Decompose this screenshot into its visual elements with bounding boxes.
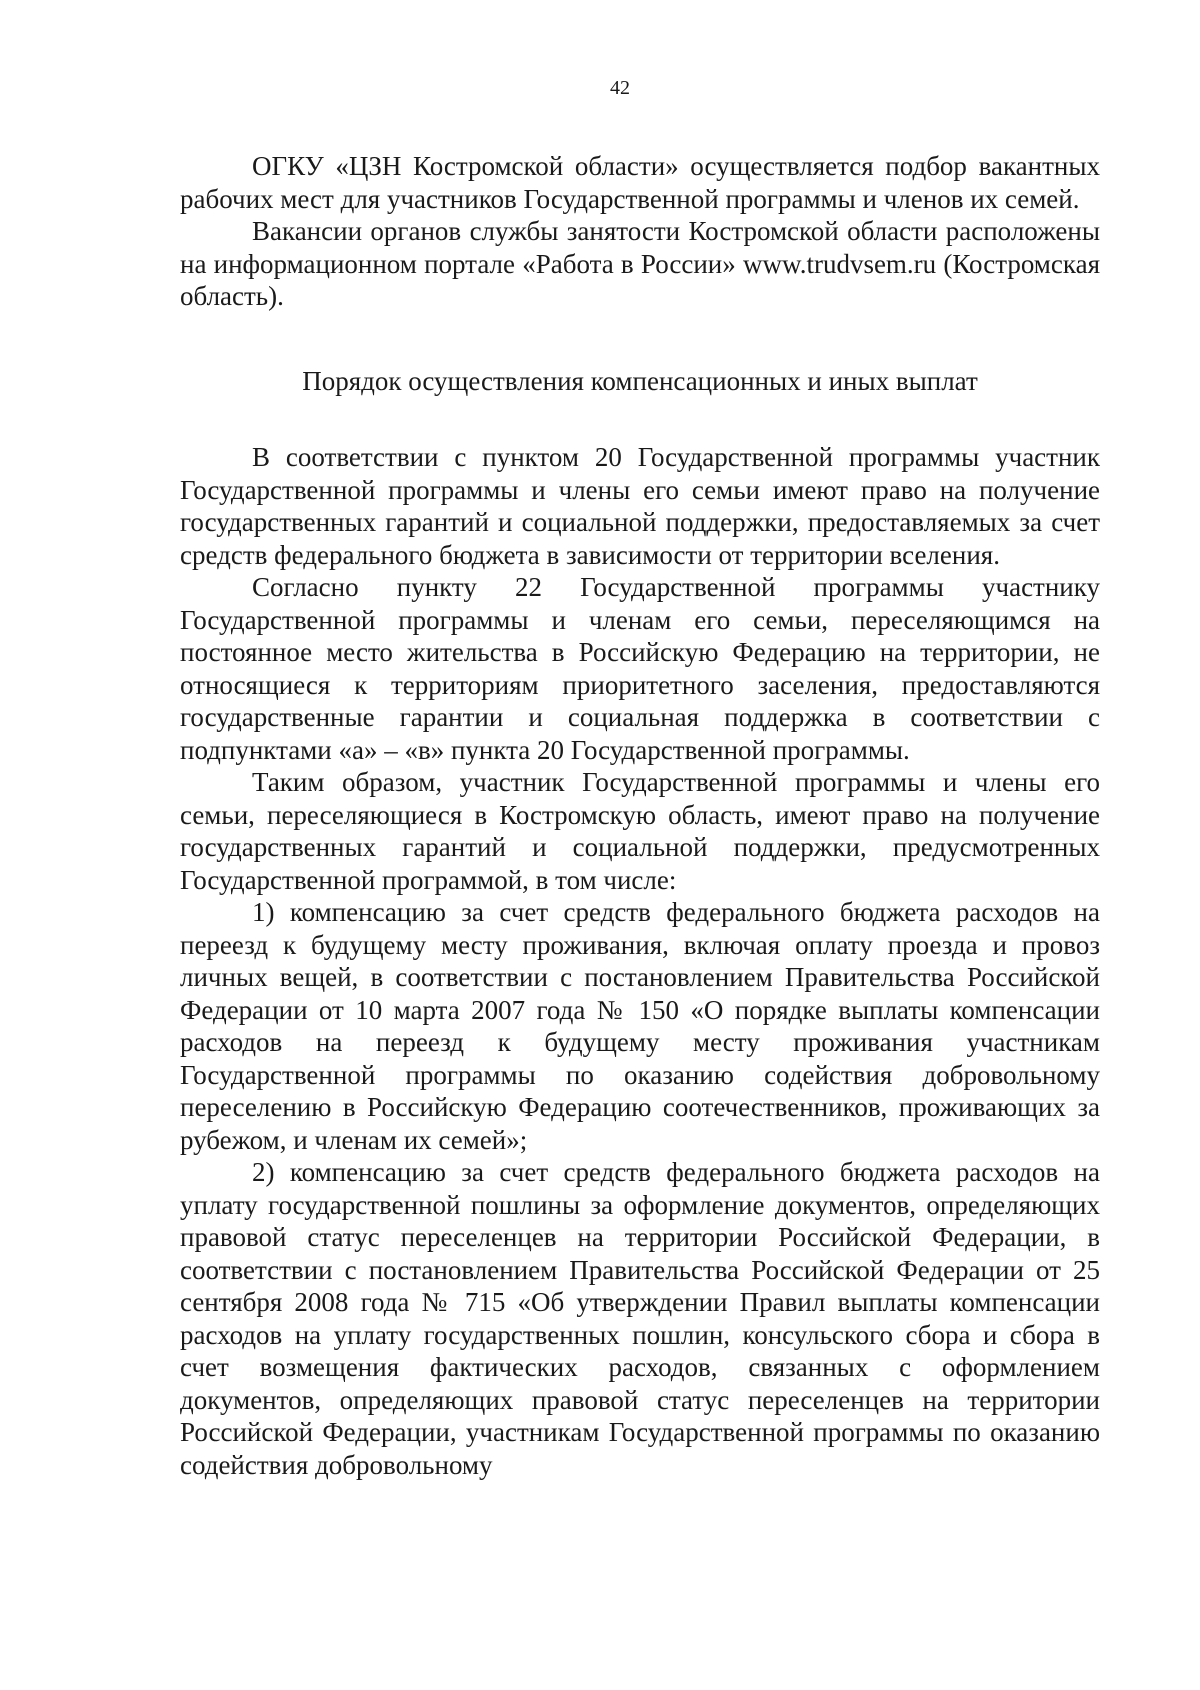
paragraph-vacancy-portal: Вакансии органов службы занятости Костромской области расположены на информационном портале «Работа в России» www.trudvsem.ru (Костромская область). (180, 216, 1100, 311)
list-item-state-fee-compensation: 2) компенсацию за счет средств федерального бюджета расходов на уплату государственной пошлины за оформление документов, определяющих правовой статус переселенцев на территории Российской Федерации, в соответствии с постановлением Правительства Российской Федерации от 25 сентября 2008 года № 715 «Об утверждении Правил выплаты компенсации расходов на уплату государственных пошлин, консульского сбора и сбора в счет возмещения фактических расходов, связанных с оформлением документов, определяющих правовой статус переселенцев на территории Российской Федерации, участникам Государственной программы по оказанию содействия добровольному (180, 1157, 1100, 1480)
paragraph-program-rights: В соответствии с пунктом 20 Государственной программы участник Государственной программы и члены его семьи имеют право на получение государственных гарантий и социальной поддержки, предоставляемых за счет средств федерального бюджета в зависимости от территории вселения. (180, 442, 1100, 570)
paragraph-clause-22: Согласно пункту 22 Государственной программы участнику Государственной программы и членам его семьи, переселяющимся на постоянное место жительства в Российскую Федерацию на территории, не относящиеся к территориям приоритетного заселения, предоставляются государственные гарантии и социальная поддержка в соответствии с подпунктами «а» – «в» пункта 20 Государственной программы. (180, 572, 1100, 765)
paragraph-kostroma-rights: Таким образом, участник Государственной программы и члены его семьи, переселяющиеся в Костромскую область, имеют право на получение государственных гарантий и социальной поддержки, предусмотренных Государственной программой, в том числе: (180, 767, 1100, 895)
paragraph-vacancy-selection: ОГКУ «ЦЗН Костромской области» осуществляется подбор вакантных рабочих мест для участников Государственной программы и членов их семей. (180, 151, 1100, 214)
list-item-relocation-compensation: 1) компенсацию за счет средств федерального бюджета расходов на переезд к будущему месту проживания, включая оплату проезда и провоз личных вещей, в соответствии с постановлением Правительства Российской Федерации от 10 марта 2007 года № 150 «О порядке выплаты компенсации расходов на переезд к будущему месту проживания участникам Государственной программы по оказанию содействия добровольному переселению в Российскую Федерацию соотечественников, проживающих за рубежом, и членам их семей»; (180, 897, 1100, 1155)
section-heading: Порядок осуществления компенсационных и иных выплат (302, 365, 978, 396)
page-number: 42 (610, 77, 630, 99)
document-body (180, 150, 1100, 1481)
